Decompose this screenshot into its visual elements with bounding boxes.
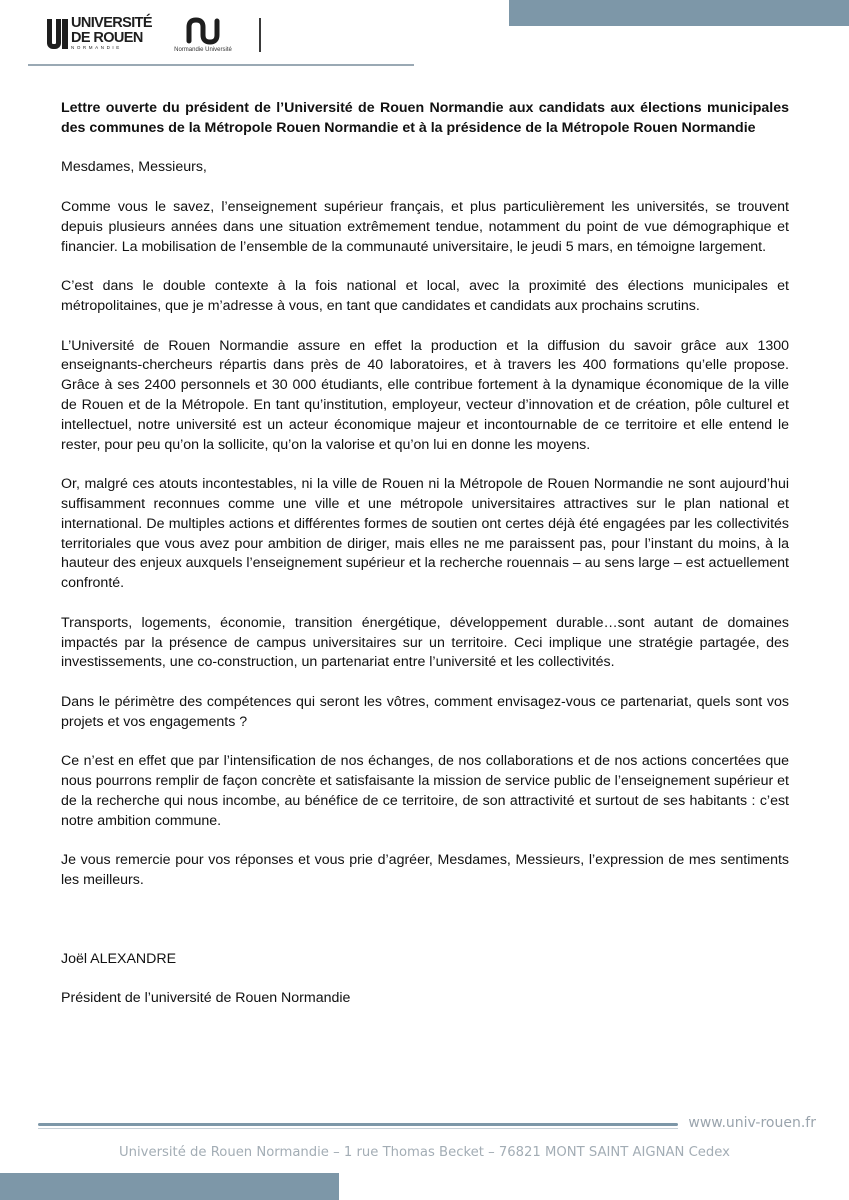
footer-rule (38, 1123, 678, 1126)
letter-paragraph: Ce n’est en effet que par l’intensification de nos échanges, de nos collaborations et de nos actions concertées que nous pourrons remplir de façon concrète et satisfaisante la mission de service public de l’enseignement supérieur et de la recherche qui nous incombe, au bénéfice de ce territoire, de son attractivité et surtout de ses habitants : c’est notre ambition commune. (61, 753, 789, 829)
signature-title: Président de l’université de Rouen Normandie (61, 990, 351, 1007)
header-separator (259, 18, 261, 52)
logo-line-de-rouen: DE ROUEN (70, 29, 143, 46)
letter-paragraph: Je vous remercie pour vos réponses et vous prie d’agréer, Mesdames, Messieurs, l’expression de mes sentiments les meilleurs. (61, 852, 789, 889)
letter-paragraph: C’est dans le double contexte à la fois national et local, avec la proximité des élections municipales et métropolitaines, que je m’adresse à vous, en tant que candidates et candidats aux prochains scrutins. (61, 278, 789, 314)
normandie-universite-mark-icon (185, 17, 221, 45)
letter-paragraph: Transports, logements, économie, transition énergétique, développement durable…sont autant de domaines impactés par la présence de campus universitaires sur un territoire. Ceci implique une stratégie partagée, des investissements, une co-construction, un partenariat entre l’université et les collectivités. (61, 614, 789, 671)
letter-paragraph: Or, malgré ces atouts incontestables, ni la ville de Rouen ni la Métropole de Rouen Normandie ne sont aujourd’hui suffisamment reconnues comme une ville et une métropole universitaires attractives sur le plan national et international. De multiples actions et différentes formes de soutien ont certes déjà été engagées par les collectivités territoriales que vous avez pour ambition de diriger, mais elles ne me paraissent pas, pour l’instant du moins, à la hauteur des enjeux auxquels l’enseignement supérieur et la recherche rouennais – au sens large – est actuellement confronté. (61, 476, 789, 592)
universite-logo-mark-icon (47, 16, 67, 52)
footer-rule-thin (38, 1128, 678, 1129)
logo-line-universite: UNIVERSITÉ (70, 15, 152, 31)
footer-website-link[interactable]: www.univ-rouen.fr (688, 1115, 816, 1131)
letter-salutation: Mesdames, Messieurs, (61, 159, 207, 176)
header-rule (28, 64, 414, 66)
letter-body (61, 99, 789, 1029)
universite-rouen-logo (47, 16, 152, 56)
normandie-universite-label: Normandie Université (174, 47, 232, 53)
letter-title: Lettre ouverte du président de l’Université de Rouen Normandie aux candidats aux élections municipales des communes de la Métropole Rouen Normandie et à la présidence de la Métropole Rouen Normandie (61, 100, 789, 136)
letter-paragraph: L’Université de Rouen Normandie assure en effet la production et la diffusion du savoir grâce aux 1300 enseignants-chercheurs répartis dans près de 40 laboratoires, et à travers les 400 formations qu’elle propose. Grâce à ses 2400 personnels et 30 000 étudiants, elle contribue fortement à la dynamique économique de la ville de Rouen et de la Métropole. En tant qu’institution, employeur, vecteur d’innovation et de création, pôle culturel et intellectuel, notre université est un acteur économique majeur et incontournable de ce territoire et elle entend le rester, pour peu qu’on la sollicite, qu’on la valorise et qu’on lui en donne les moyens. (61, 337, 789, 453)
logo-line-normandie: NORMANDIE (70, 45, 122, 50)
header-accent-band (509, 0, 849, 26)
footer-address: Université de Rouen Normandie – 1 rue Thomas Becket – 76821 MONT SAINT AIGNAN Cedex (119, 1145, 730, 1160)
normandie-universite-logo (170, 17, 236, 59)
footer-accent-band (0, 1173, 339, 1200)
signature-name: Joël ALEXANDRE (61, 950, 177, 967)
letter-paragraph: Comme vous le savez, l’enseignement supérieur français, et plus particulièrement les universités, se trouvent depuis plusieurs années dans une situation extrêmement tendue, notamment du point de vue démographique et financier. La mobilisation de l’ensemble de la communauté universitaire, le jeudi 5 mars, en témoigne largement. (61, 198, 789, 255)
letter-paragraph: Dans le périmètre des compétences qui seront les vôtres, comment envisagez-vous ce partenariat, quels sont vos projets et vos engagements ? (61, 693, 789, 730)
